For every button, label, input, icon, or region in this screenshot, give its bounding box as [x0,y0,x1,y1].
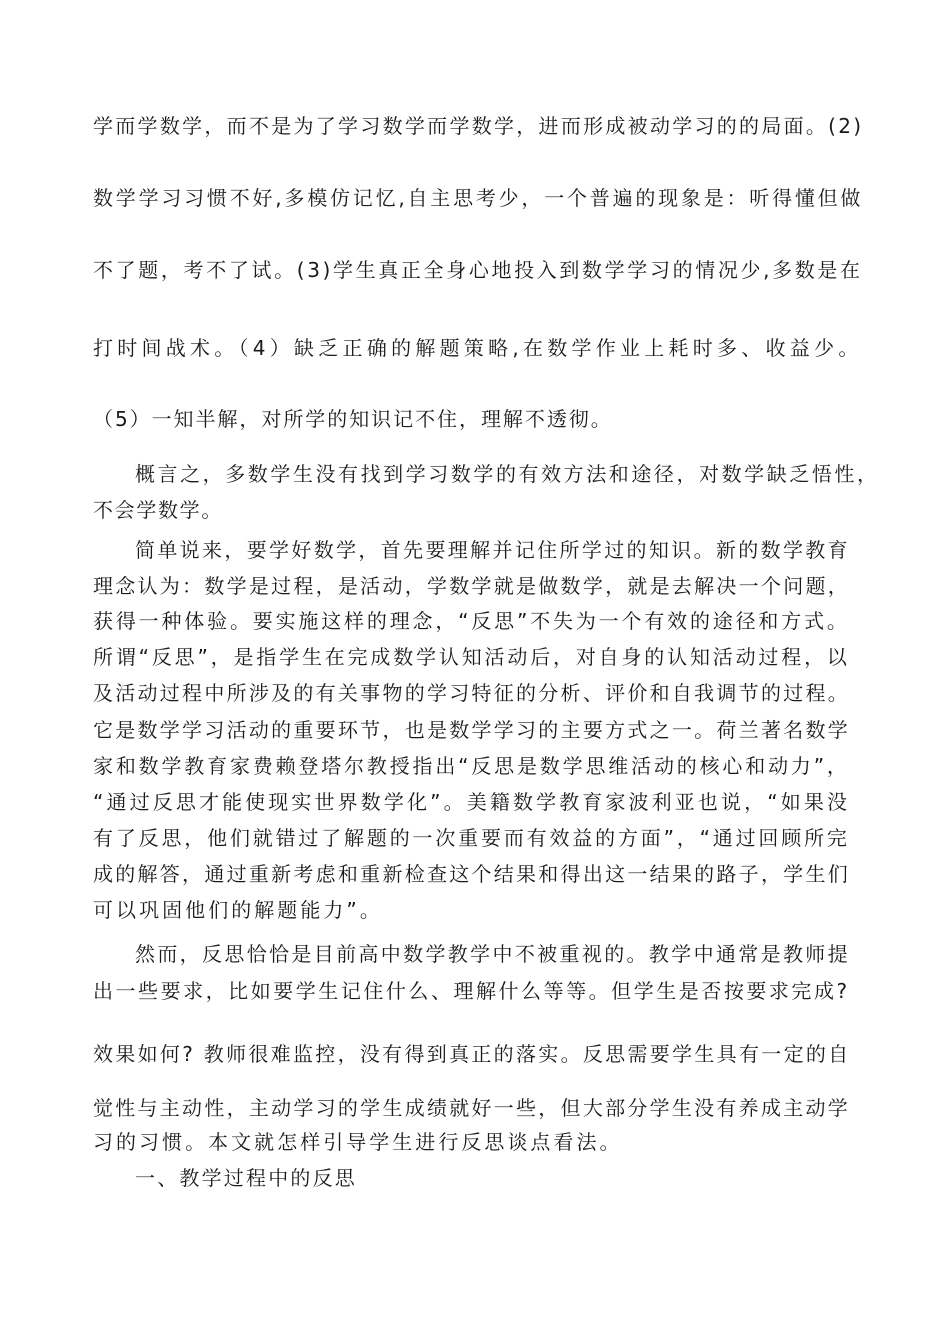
text-line: 数学学习习惯不好,多模仿记忆,自主思考少，一个普遍的现象是：听得懂但做 [93,186,863,210]
text-line: 习的习惯。本文就怎样引导学生进行反思谈点看法。 [93,1130,623,1154]
text-line: “通过反思才能使现实世界数学化”。美籍数学教育家波利亚也说，“如果没 [93,790,850,814]
text-line: 成的解答，通过重新考虑和重新检查这个结果和得出这一结果的路子，学生们 [93,862,850,886]
text-line: 学而学数学，而不是为了学习数学而学数学，进而形成被动学习的的局面。(2) [93,114,863,138]
text-line: 它是数学学习活动的重要环节，也是数学学习的主要方式之一。荷兰著名数学 [93,718,850,742]
text-line: 所谓“反思”，是指学生在完成数学认知活动后，对自身的认知活动过程，以 [93,645,850,669]
text-line: 理念认为：数学是过程，是活动，学数学就是做数学，就是去解决一个问题， [93,574,850,598]
text-line: 可以巩固他们的解题能力”。 [93,898,383,922]
paragraph-start: 简单说来，要学好数学，首先要理解并记住所学过的知识。新的数学教育 [135,538,850,562]
section-heading: 一、教学过程中的反思 [135,1166,357,1190]
text-line: 不了题，考不了试。(3)学生真正全身心地投入到数学学习的情况少,多数是在 [93,258,863,282]
text-line: 家和数学教育家费赖登塔尔教授指出“反思是数学思维活动的核心和动力”， [93,754,850,778]
text-line: 出一些要求，比如要学生记住什么、理解什么等等。但学生是否按要求完成? [93,979,850,1003]
text-line: （5）一知半解，对所学的知识记不住，理解不透彻。 [93,407,613,431]
text-line: 打时间战术。（4）缺乏正确的解题策略,在数学作业上耗时多、收益少。 [93,336,863,360]
text-line: 有了反思，他们就错过了解题的一次重要而有效益的方面”，“通过回顾所完 [93,826,850,850]
text-line: 不会学数学。 [93,498,223,522]
paragraph-start: 概言之，多数学生没有找到学习数学的有效方法和途径，对数学缺乏悟性， [135,462,880,486]
text-line: 获得一种体验。要实施这样的理念，“反思”不失为一个有效的途径和方式。 [93,609,850,633]
text-line: 觉性与主动性，主动学习的学生成绩就好一些，但大部分学生没有养成主动学 [93,1096,850,1120]
paragraph-start: 然而，反思恰恰是目前高中数学教学中不被重视的。教学中通常是教师提 [135,942,850,966]
text-line: 及活动过程中所涉及的有关事物的学习特征的分析、评价和自我调节的过程。 [93,681,850,705]
text-line: 效果如何? 教师很难监控，没有得到真正的落实。反思需要学生具有一定的自 [93,1042,850,1066]
